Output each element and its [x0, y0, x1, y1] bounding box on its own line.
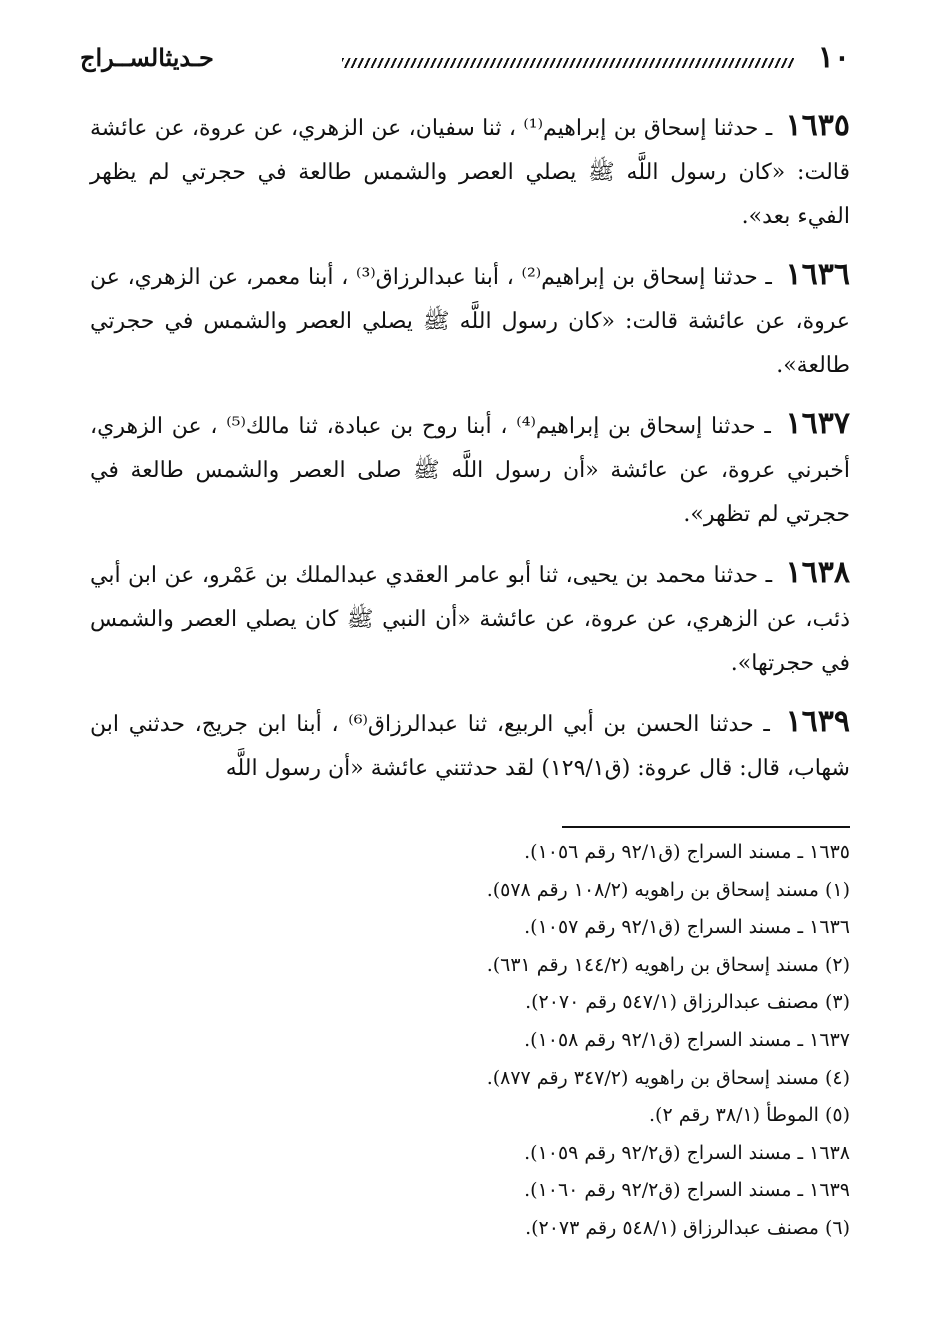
hadith-number: ١٦٣٧ — [785, 406, 850, 441]
hadith-entry — [90, 402, 850, 537]
hadith-text: ـ حدثنا إسحاق بن إبراهيم⁽¹⁾ ، ثنا سفيان، عن الزهري، عن عروة، عن عائشة قالت: «كان رسول اللَّه ﷺ يصلي العصر والشمس طالعة في حجرتي لم يظهر الفيء بعد». — [90, 116, 850, 229]
hadith-number: ١٦٣٩ — [785, 704, 851, 739]
hadith-text: ـ حدثنا إسحاق بن إبراهيم⁽⁴⁾ ، أبنا روح بن عبادة، ثنا مالك⁽⁵⁾ ، عن الزهري، أخبرني عروة، عن عائشة «أن رسول اللَّه ﷺ صلى العصر والشمس طالعة في حجرتي لم تظهر». — [90, 414, 850, 527]
hadith-entry — [90, 551, 850, 686]
hadith-text: ـ حدثنا إسحاق بن إبراهيم⁽²⁾ ، أبنا عبدالرزاق⁽³⁾ ، أبنا معمر، عن الزهري، عن عروة، عن عائشة قالت: «كان رسول اللَّه ﷺ يصلي العصر والشمس في حجرتي طالعة». — [90, 265, 850, 378]
hadith-number: ١٦٣٥ — [785, 108, 850, 143]
hadith-number: ١٦٣٦ — [785, 257, 850, 292]
header-decorative-rule — [342, 58, 794, 68]
page-number: ١٠ — [817, 40, 850, 75]
hadith-entry — [90, 104, 850, 239]
footnote: ١٦٣٥ ـ مسند السراج (ق٩٢/١ رقم ١٠٥٦). — [524, 841, 850, 863]
footnote: (٤) مسند إسحاق بن راهويه (٣٤٧/٢ رقم ٨٧٧). — [486, 1066, 850, 1089]
footnote: (١) مسند إسحاق بن راهويه (١٠٨/٢ رقم ٥٧٨). — [486, 878, 850, 901]
footnote: (٢) مسند إسحاق بن راهويه (١٤٤/٢ رقم ٦٣١). — [486, 953, 850, 976]
footnote: (٣) مصنف عبدالرزاق (٥٤٧/١ رقم ٢٠٧٠). — [525, 991, 850, 1014]
hadith-text: ـ حدثنا محمد بن يحيى، ثنا أبو عامر العقدي عبدالملك بن عَمْرو، عن ابن أبي ذئب، عن الزهري، عن عروة، عن عائشة «أن النبي ﷺ كان يصلي العصر والشمس في حجرتها». — [90, 563, 850, 676]
footnote: ١٦٣٦ ـ مسند السراج (ق٩٢/١ رقم ١٠٥٧). — [524, 916, 850, 939]
running-title: حـديثالســراج — [80, 43, 214, 72]
hadith-number: ١٦٣٨ — [785, 555, 850, 590]
footnote: (٦) مصنف عبدالرزاق (٥٤٨/١ رقم ٢٠٧٣). — [525, 1216, 850, 1239]
page-header — [80, 38, 850, 78]
hadith-text: ـ حدثنا الحسن بن أبي الربيع، ثنا عبدالرزاق⁽⁶⁾ ، أبنا ابن جريج، حدثني ابن شهاب، قال: قال عروة: (ق١٢٩/١) لقد حدثتني عائشة «أن رسول اللَّه — [90, 712, 850, 781]
footnote: (٥) الموطأ (٣٨/١ رقم ٢). — [648, 1104, 850, 1127]
footnotes-list — [430, 834, 850, 1248]
hadith-entry — [90, 700, 850, 791]
hadith-entry — [90, 253, 850, 388]
footnote: ١٦٣٩ ـ مسند السراج (ق٩٢/٢ رقم ١٠٦٠). — [524, 1179, 850, 1202]
footnote: ١٦٣٨ ـ مسند السراج (ق٩٢/٢ رقم ١٠٥٩). — [524, 1141, 850, 1164]
hadith-text-body — [90, 104, 850, 805]
footnote-separator — [562, 826, 850, 828]
footnote: ١٦٣٧ ـ مسند السراج (ق٩٢/١ رقم ١٠٥٨). — [524, 1028, 850, 1051]
